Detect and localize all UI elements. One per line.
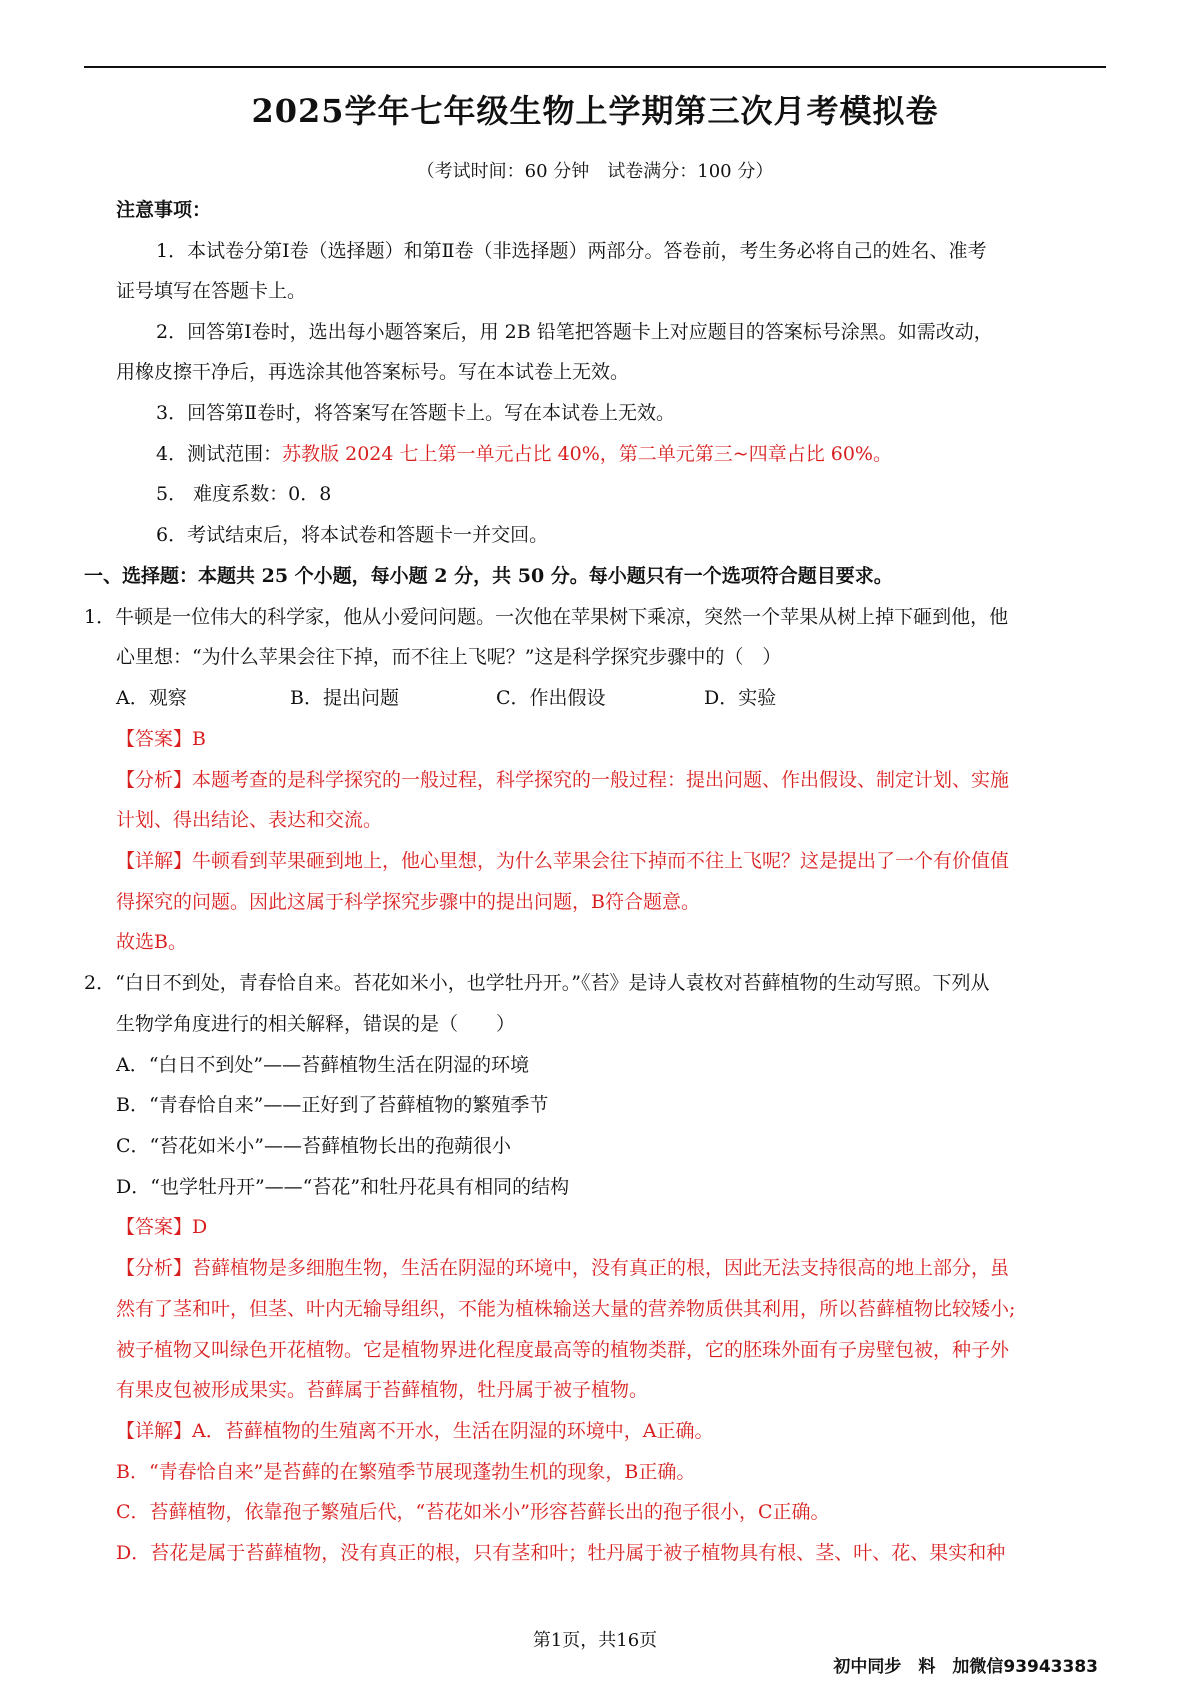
- q2-option-a: A．“白日不到处”——苔藓植物生活在阴湿的环境: [116, 1054, 530, 1076]
- q2-analysis-line-4: 有果皮包被形成果实。苔藓属于苔藓植物，牡丹属于被子植物。: [116, 1379, 649, 1401]
- note-4: [156, 440, 892, 468]
- q2-analysis-line-1: 【分析】苔藓植物是多细胞生物，生活在阴湿的环境中，没有真正的根，因此无法支持很高的地上部分，虽: [116, 1257, 1010, 1279]
- q2-stem-line-1: 2．“白日不到处，青春恰自来。苔花如米小，也学牡丹开。”《苔》是诗人袁枚对苔藓植物的生动写照。下列从: [84, 972, 990, 994]
- q1-stem-line-2: 心里想：“为什么苹果会往下掉，而不往上飞呢？”这是科学探究步骤中的（ ）: [116, 646, 782, 668]
- q1-choice: 故选B。: [116, 931, 187, 953]
- note-5: 5． 难度系数：0．8: [156, 483, 332, 505]
- note-2-line-2: 用橡皮擦干净后，再选涂其他答案标号。写在本试卷上无效。: [116, 361, 630, 383]
- q2-option-c: C．“苔花如米小”——苔藓植物长出的孢蒴很小: [116, 1135, 511, 1157]
- page-title: 2025学年七年级生物上学期第三次月考模拟卷: [251, 92, 939, 130]
- note-1-line-2: 证号填写在答题卡上。: [116, 280, 307, 302]
- note-4-scope: 苏教版 2024 七上第一单元占比 40%，第二单元第三~四章占比 60%。: [282, 443, 892, 465]
- page-number: 第1页，共16页: [532, 1630, 658, 1651]
- q2-detail-a: 【详解】A．苔藓植物的生殖离不开水，生活在阴湿的环境中，A正确。: [116, 1420, 714, 1442]
- q2-detail-c: C．苔藓植物，依靠孢子繁殖后代，“苔花如米小”形容苔藓长出的孢子很小，C正确。: [116, 1501, 830, 1523]
- q1-analysis-line-1: 【分析】本题考查的是科学探究的一般过程，科学探究的一般过程：提出问题、作出假设、制定计划、实施: [116, 769, 1010, 791]
- q1-detail-line-2: 得探究的问题。因此这属于科学探究步骤中的提出问题，B符合题意。: [116, 891, 700, 913]
- q1-detail-line-1: 【详解】牛顿看到苹果砸到地上，他心里想，为什么苹果会往下掉而不往上飞呢？这是提出了一个有价值值: [116, 850, 1010, 872]
- q1-analysis-line-2: 计划、得出结论、表达和交流。: [116, 809, 383, 831]
- top-divider: [84, 66, 1106, 68]
- q2-stem-line-2: 生物学角度进行的相关解释，错误的是（ ）: [116, 1013, 516, 1035]
- q1-stem-line-1: 1．牛顿是一位伟大的科学家，他从小爱问问题。一次他在苹果树下乘凉，突然一个苹果从树上掉下砸到他，他: [84, 606, 1009, 628]
- note-4-label: 4．测试范围：: [156, 443, 283, 465]
- q2-analysis-line-3: 被子植物又叫绿色开花植物。它是植物界进化程度最高等的植物类群，它的胚珠外面有子房壁包被，种子外: [116, 1339, 1010, 1361]
- note-3: 3．回答第Ⅱ卷时，将答案写在答题卡上。写在本试卷上无效。: [156, 402, 676, 424]
- exam-info: （考试时间：60 分钟 试卷满分：100 分）: [416, 161, 774, 182]
- q2-option-b: B．“青春恰自来”——正好到了苔藓植物的繁殖季节: [116, 1094, 549, 1116]
- notes-heading: 注意事项：: [116, 199, 212, 221]
- q2-option-d: D．“也学牡丹开”——“苔花”和牡丹花具有相同的结构: [116, 1176, 570, 1198]
- note-1-line-1: 1．本试卷分第Ⅰ卷（选择题）和第Ⅱ卷（非选择题）两部分。答卷前，考生务必将自己的姓名、准考: [156, 240, 987, 262]
- q1-answer: 【答案】B: [116, 728, 206, 750]
- note-2-line-1: 2．回答第Ⅰ卷时，选出每小题答案后，用 2B 铅笔把答题卡上对应题目的答案标号涂黑。如需改动，: [156, 321, 993, 343]
- footer-watermark: 初中同步 料 加微信93943383: [833, 1657, 1098, 1677]
- q1-option-b: B．提出问题: [290, 687, 399, 709]
- q2-analysis-line-2: 然有了茎和叶，但茎、叶内无输导组织，不能为植株输送大量的营养物质供其利用，所以苔藓植物比较矮小;: [116, 1298, 1016, 1320]
- q1-option-c: C．作出假设: [496, 687, 606, 709]
- q1-option-d: D．实验: [704, 687, 777, 709]
- q2-detail-d: D．苔花是属于苔藓植物，没有真正的根，只有茎和叶；牡丹属于被子植物具有根、茎、叶、花、果实和种: [116, 1542, 1006, 1564]
- q2-answer: 【答案】D: [116, 1216, 208, 1238]
- q1-option-a: A．观察: [116, 687, 187, 709]
- section-heading: 一、选择题：本题共 25 个小题，每小题 2 分，共 50 分。每小题只有一个选项符合题目要求。: [84, 565, 893, 587]
- q2-detail-b: B．“青春恰自来”是苔藓的在繁殖季节展现蓬勃生机的现象，B正确。: [116, 1461, 696, 1483]
- note-6: 6．考试结束后，将本试卷和答题卡一并交回。: [156, 524, 549, 546]
